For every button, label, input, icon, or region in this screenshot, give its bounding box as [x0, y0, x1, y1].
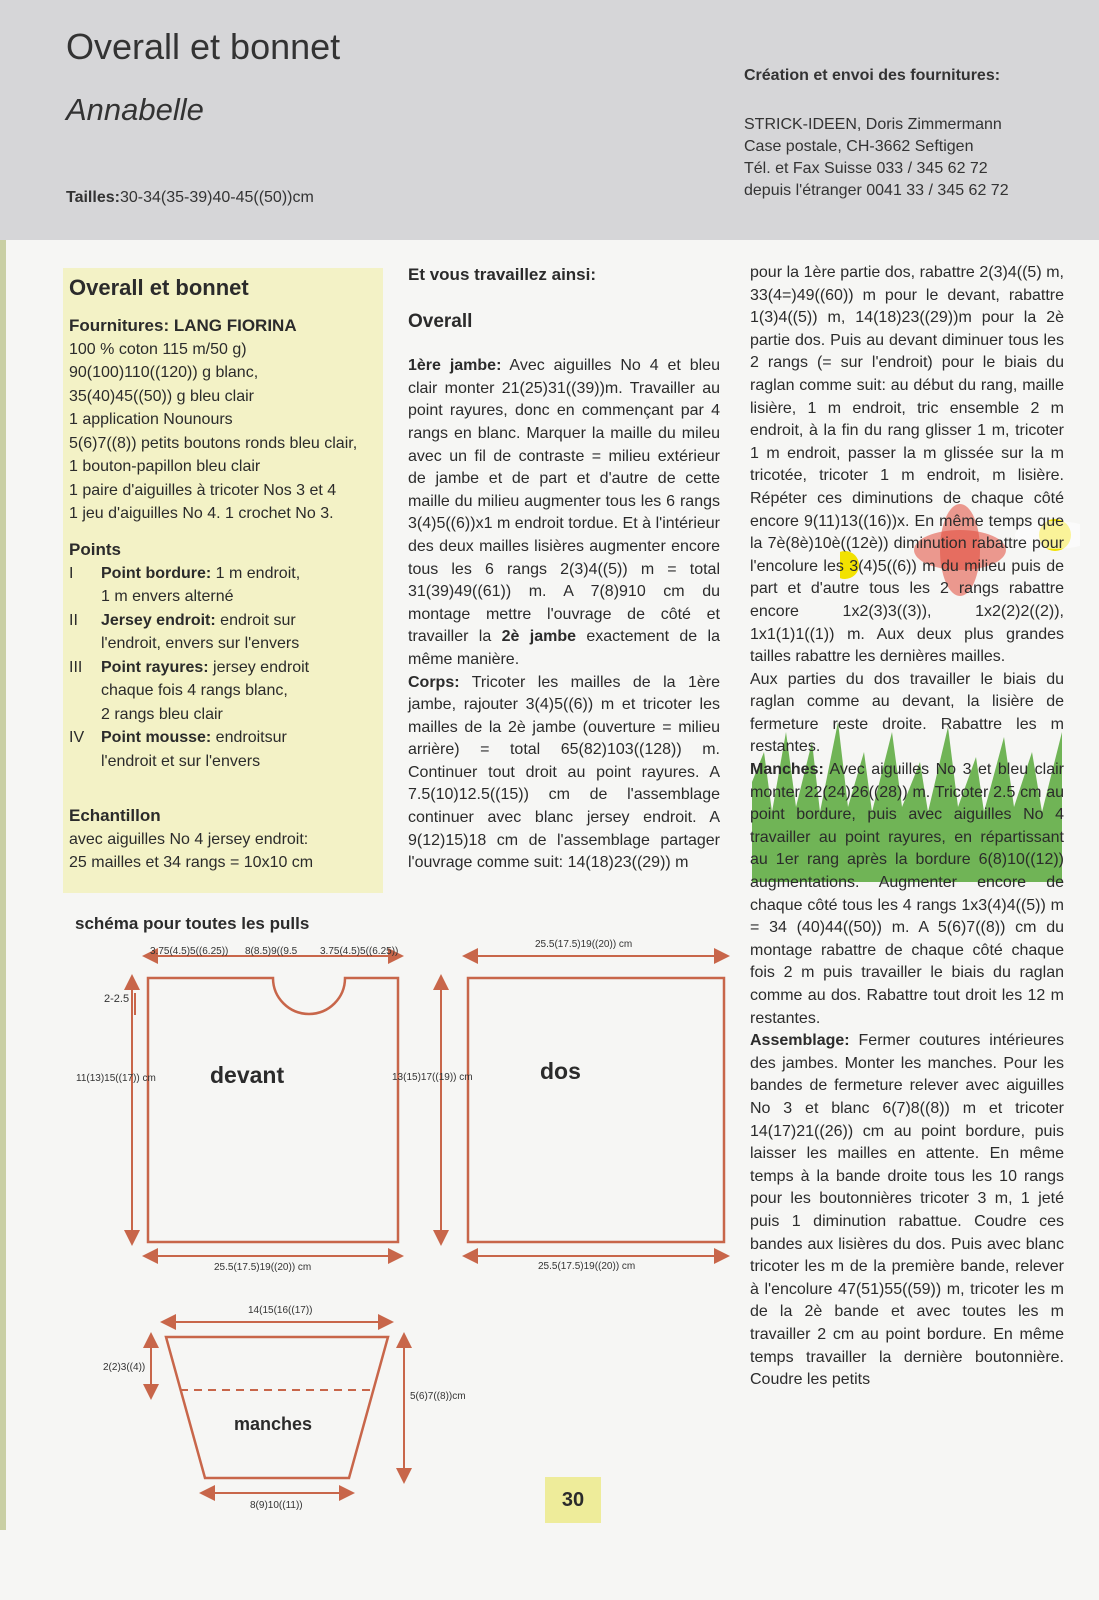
intro-heading: Et vous travaillez ainsi: — [408, 265, 597, 284]
page-edge — [0, 240, 6, 1530]
manches-label: manches — [234, 1414, 313, 1434]
materials-box — [63, 268, 383, 893]
page-title: Overall et bonnet — [66, 26, 341, 67]
section-heading: Overall — [408, 310, 473, 332]
point-text: l'endroit, envers sur l'envers — [101, 635, 300, 652]
sizes-label: Tailles: — [66, 189, 120, 206]
list-item: avec aiguilles No 4 jersey endroit: — [69, 830, 309, 848]
paragraph — [408, 672, 720, 875]
creation-label: Création et envoi des fournitures: — [744, 67, 1001, 84]
list-item: 1 paire d'aiguilles à tricoter Nos 3 et 4 — [69, 481, 337, 499]
point-number: III — [69, 658, 83, 676]
echantillon-heading: Echantillon — [69, 806, 161, 825]
point-item — [69, 656, 309, 727]
devant-outline — [148, 978, 398, 1242]
paragraph-label: Corps: — [408, 673, 460, 691]
list-item: 25 mailles et 34 rangs = 10x10 cm — [69, 854, 314, 871]
list-item: 5(6)7((8)) petits boutons ronds bleu clair, — [69, 434, 358, 452]
paragraph — [750, 1030, 1064, 1392]
points-heading: Points — [69, 540, 121, 559]
schema-title: schéma pour toutes les pulls — [75, 914, 310, 933]
point-item — [69, 726, 309, 773]
instructions-column-2 — [408, 264, 720, 875]
point-text: jersey endroit — [208, 658, 310, 676]
paragraph-label: 1ère jambe: — [408, 357, 502, 375]
paragraph-label: 2è jambe — [501, 628, 576, 646]
point-text: endroitsur — [211, 729, 287, 746]
page-number: 30 — [545, 1477, 601, 1523]
point-text: chaque fois 4 rangs blanc, — [101, 682, 288, 699]
supplier-line: Tél. et Fax Suisse 033 / 345 62 72 — [744, 160, 988, 177]
manches-outline — [166, 1337, 388, 1478]
point-name: Point bordure: — [101, 564, 212, 582]
paragraph-label: Manches: — [750, 761, 824, 779]
dos-outline — [468, 978, 724, 1242]
paragraph-text: Avec aiguilles No 4 et bleu clair monter 21(25)31((39))m. Travailler au point rayures, donc en commençant par 4 rangs en blanc. Marquer la maille du mileu avec un fil de contraste = milieu extérieur de jambe et de part et d'autre de cette maille du milieu augmenter tous les 6 rangs 3(4)5((6))x1 m endroit tordue. Et à l'intérieur des deux mailles lisières augmenter encore tous les 6 rangs 2(3)4((5)) m = total 31(39)49((61)) m. A 7(8)910 cm du montage mettre l'ouvrage de côté et travailler la — [408, 357, 721, 646]
point-name: Point mousse: — [101, 729, 212, 746]
label-manches-top: 14(15(16((17)) — [248, 1305, 313, 1316]
point-item — [69, 562, 309, 609]
label-top-mid: 8(8.5)9((9.5 — [245, 946, 298, 957]
paragraph-text: pour la 1ère partie dos, rabattre 2(3)4((5) m, 33(4=)49((60)) m pour le devant, rabattre 1(3)4((5)) m, 14(18)23((29))m pour la 2è partie dos. Puis au devant diminuer tous les 2 rangs (= sur l'endroit) pour le biais du raglan comme suit: au début du rang, maille lisière, 1 m endroit, tric ensemble 2 m endroit, à la fin du rang glisser 1 m, tricoter 1 m endroit, passer la m glissée sur la m tricotée, tricoter 1 m endroit, m lisière. Répéter ces diminutions de chaque côté encore 9(11)13((16))x. En même temps que la 7è(8è)10è((12è)) diminution rabattre pour l'encolure les 3(4)5((6)) m du milieu puis de part et d'autre tous les 2 rangs rabattre encore 1x2(3)3((3)), 1x2(2)2((2)), 1x1(1)1((1)) m. Aux deux plus grandes tailles rabattre les dernières mailles. — [750, 264, 1064, 666]
list-item: 1 bouton-papillon bleu clair — [69, 458, 261, 475]
points-section — [69, 538, 309, 773]
list-item: 90(100)110((120)) g blanc, — [69, 364, 259, 381]
point-name: Jersey endroit: — [101, 611, 216, 629]
point-text: 2 rangs bleu clair — [101, 705, 223, 723]
label-dos-height: 13(15)17((19)) cm — [392, 1072, 473, 1083]
paragraph-text: Avec aiguilles No 3 et bleu clair monter 22(24)26((28)) m. Tricoter 2.5 cm au point bordure, puis avec aiguilles No 4 travailler au point rayures, en répartissant au 1er rang après la bordure 6(8)10((12)) augmentations. Augmenter encore de chaque côté tous les 4 rangs 1x3(4)4((5)) m = 34 (40)44((50)) m. A 5(6)7((8)) cm du montage rabattre de chaque côté chaque fois 2 m puis travailler le biais du raglan comme au dos. Rabattre tout droit les 12 m restantes. — [750, 761, 1064, 1027]
label-manches-bottom: 8(9)10((11)) — [250, 1500, 303, 1511]
point-text: 1 m endroit, — [211, 564, 301, 582]
paragraph — [408, 355, 720, 671]
list-item: 1 jeu d'aiguilles No 4. 1 crochet No 3. — [69, 505, 334, 522]
label-neck-depth: 2-2.5 — [104, 993, 130, 1005]
paragraph-text: exactement de la même manière. — [408, 628, 721, 668]
supplier-line: STRICK-IDEEN, Doris Zimmermann — [744, 116, 1002, 133]
dos-label: dos — [540, 1058, 581, 1084]
header-band — [0, 0, 1099, 240]
label-manches-cap: 2(2)3((4)) — [103, 1362, 146, 1373]
paragraph-text: Aux parties du dos travailler le biais du raglan comme au devant, la lisière de fermeture reste droite. Rabattre les m restantes. — [750, 670, 1064, 756]
paragraph — [750, 759, 1064, 1030]
instructions-column-3 — [750, 262, 1064, 1392]
fournitures-section — [69, 314, 357, 526]
fournitures-heading: Fournitures: LANG FIORINA — [69, 316, 297, 335]
label-top-right: 3.75(4.5)5((6.25)) — [320, 946, 399, 957]
sizes-line — [66, 189, 314, 207]
devant-label: devant — [210, 1062, 285, 1088]
supplier-line: depuis l'étranger 0041 33 / 345 62 72 — [744, 182, 1009, 199]
label-manches-height: 5(6)7((8))cm — [410, 1391, 466, 1402]
point-item — [69, 609, 309, 656]
point-number: II — [69, 611, 78, 629]
label-devant-height: 11(13)15((17)) cm — [76, 1073, 156, 1084]
label-dos-top: 25.5(17.5)19((20)) cm — [535, 939, 633, 950]
box-title: Overall et bonnet — [69, 275, 249, 300]
point-text: endroit sur — [215, 611, 296, 629]
label-devant-width: 25.5(17.5)19((20)) cm — [214, 1262, 312, 1273]
label-dos-width: 25.5(17.5)19((20)) cm — [538, 1261, 636, 1272]
supplier-address — [744, 114, 1009, 202]
paragraph-label: Assemblage: — [750, 1032, 850, 1050]
echantillon-section — [69, 804, 313, 875]
list-item: 35(40)45((50)) g bleu clair — [69, 387, 254, 405]
point-text: 1 m envers alterné — [101, 588, 234, 605]
paragraph-text: Fermer coutures intérieures des jambes. Monter les manches. Pour les bandes de fermeture relever avec aiguilles No 3 et blanc 6(7)8((8)) m et tricoter 14(17)21((26)) cm au point bordure, puis laisser les mailles en attente. En même temps à la bande droite tous les 10 rangs pour les boutonnières tricoter 3 m, 1 jeté puis 1 diminution rabattue. Coudre ces bandes aux lisières du dos. Puis avec blanc tricoter les m de la première bande, relever à l'encolure 47(51)55((59)) m, tricoter les m de la 2è bande et avec toutes les m travailler 2 cm au point bordure. En même temps travailler la dernière boutonnière. Coudre les petits — [750, 1032, 1064, 1389]
point-text: l'endroit et sur l'envers — [101, 752, 261, 770]
list-item: 1 application Nounours — [69, 411, 233, 428]
point-name: Point rayures: — [101, 658, 209, 676]
supplier-line: Case postale, CH-3662 Seftigen — [744, 138, 974, 155]
label-top-left: 3.75(4.5)5((6.25)) — [150, 946, 229, 957]
point-number: I — [69, 564, 74, 582]
paragraph-text: Tricoter les mailles de la 1ère jambe, rajouter 3(4)5((6)) m et tricoter les mailles de la 2è jambe (ouverture = milieu arrière) = total 65(82)103((128)) m. Continuer tout droit au point rayures. A 7.5(10)12.5((15)) cm de l'assemblage continuer avec blanc jersey endroit. A 9(12)15)18 cm de l'assemblage partager l'ouvrage comme suit: 14(18)23((29)) m — [408, 673, 720, 872]
page-subtitle: Annabelle — [66, 92, 204, 127]
point-number: IV — [69, 729, 85, 746]
list-item: 100 % coton 115 m/50 g) — [69, 340, 247, 358]
sizes-value: 30-34(35-39)40-45((50))cm — [119, 189, 314, 206]
